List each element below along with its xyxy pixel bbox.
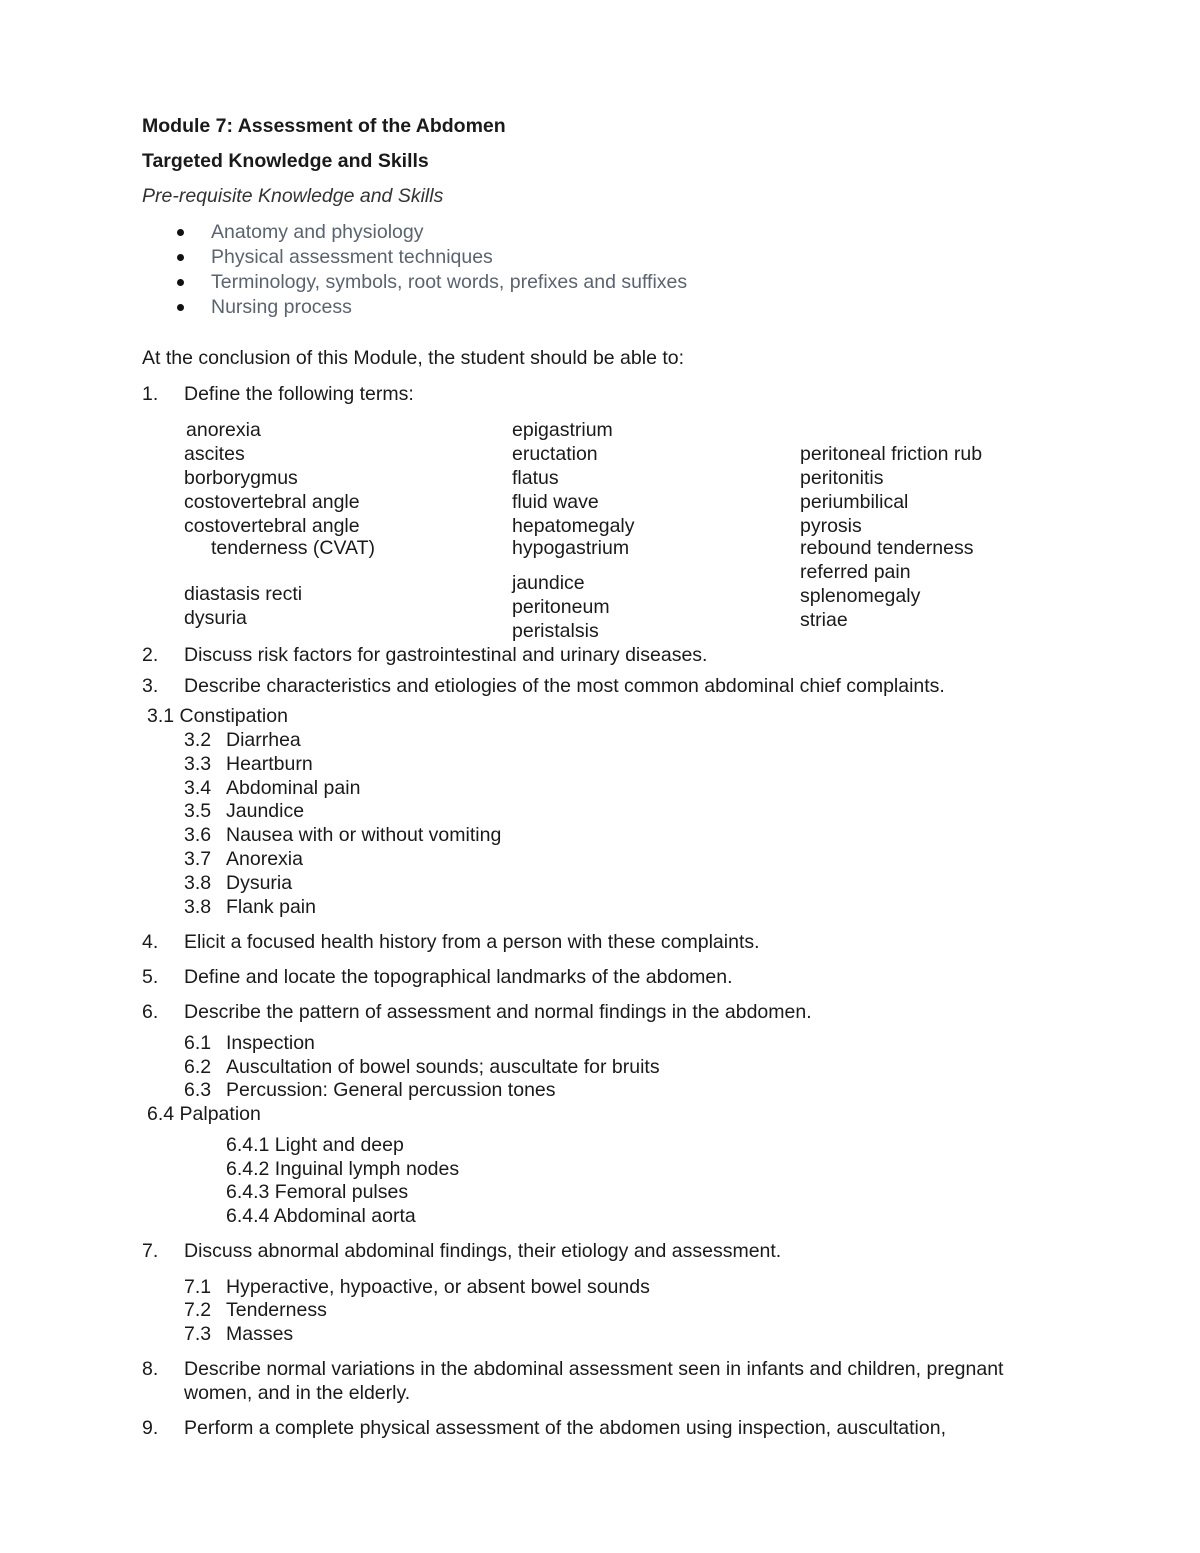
terms-column-1 bbox=[184, 418, 375, 630]
objective-number: 2. bbox=[142, 644, 159, 666]
term: costovertebral angle bbox=[184, 515, 360, 537]
module-title: Module 7: Assessment of the Abdomen bbox=[142, 115, 506, 137]
objective-text: Discuss risk factors for gastrointestinal and urinary diseases. bbox=[184, 644, 708, 666]
term: splenomegaly bbox=[800, 585, 921, 607]
objective-text: Discuss abnormal abdominal findings, their etiology and assessment. bbox=[184, 1240, 782, 1262]
section-subtitle: Targeted Knowledge and Skills bbox=[142, 150, 429, 172]
sub-number: 3.5 bbox=[184, 800, 212, 822]
sub-objective: Diarrhea bbox=[226, 729, 301, 751]
sub-objective: Auscultation of bowel sounds; auscultate for bruits bbox=[226, 1056, 660, 1078]
sub-sub-objective: 6.4.3 Femoral pulses bbox=[226, 1181, 409, 1203]
objective-text: Elicit a focused health history from a person with these complaints. bbox=[184, 931, 760, 953]
prereq-item: Anatomy and physiology bbox=[211, 221, 424, 243]
sub-number: 3.2 bbox=[184, 729, 212, 751]
objective-text: Perform a complete physical assessment of the abdomen using inspection, auscultation, bbox=[184, 1417, 946, 1439]
sub-number: 6.2 bbox=[184, 1056, 212, 1078]
term: epigastrium bbox=[512, 419, 613, 441]
term: hepatomegaly bbox=[512, 515, 635, 537]
objective-number: 1. bbox=[142, 383, 159, 405]
sub-objective: Jaundice bbox=[226, 800, 305, 822]
term: ascites bbox=[184, 443, 245, 465]
bullet-icon bbox=[177, 254, 184, 261]
term: pyrosis bbox=[800, 515, 862, 537]
term: diastasis recti bbox=[184, 583, 303, 605]
sub-objective: Tenderness bbox=[226, 1299, 327, 1321]
term: hypogastrium bbox=[512, 537, 630, 559]
prereq-title: Pre-requisite Knowledge and Skills bbox=[142, 185, 444, 207]
objective-number: 8. bbox=[142, 1358, 159, 1380]
sub-number: 3.7 bbox=[184, 848, 212, 870]
objective-text: Define and locate the topographical landmarks of the abdomen. bbox=[184, 966, 733, 988]
sub-objective: Anorexia bbox=[226, 848, 303, 870]
term: peritoneum bbox=[512, 596, 610, 618]
sub-objective: Dysuria bbox=[226, 872, 293, 894]
term: rebound tenderness bbox=[800, 537, 974, 559]
prereq-item: Nursing process bbox=[211, 296, 352, 318]
term: borborygmus bbox=[184, 467, 298, 489]
term: jaundice bbox=[512, 572, 585, 594]
sub-objective: Percussion: General percussion tones bbox=[226, 1079, 556, 1101]
objective-number: 6. bbox=[142, 1001, 159, 1023]
term: costovertebral angle bbox=[184, 491, 360, 513]
term: dysuria bbox=[184, 607, 247, 629]
sub-objective: Nausea with or without vomiting bbox=[226, 824, 502, 846]
objective-text: Define the following terms: bbox=[184, 383, 414, 405]
objective-text: Describe the pattern of assessment and normal findings in the abdomen. bbox=[184, 1001, 812, 1023]
sub-number: 3.6 bbox=[184, 824, 212, 846]
terms-column-2 bbox=[512, 418, 635, 643]
sub-objective: Masses bbox=[226, 1323, 294, 1345]
prereq-item: Physical assessment techniques bbox=[211, 246, 493, 268]
term: fluid wave bbox=[512, 491, 599, 513]
sub-sub-objective: 6.4.4 Abdominal aorta bbox=[226, 1205, 416, 1227]
sub-number: 3.3 bbox=[184, 753, 212, 775]
sub-sub-objective: 6.4.2 Inguinal lymph nodes bbox=[226, 1158, 460, 1180]
objective-number: 3. bbox=[142, 675, 159, 697]
objective-number: 9. bbox=[142, 1417, 159, 1439]
objective-number: 5. bbox=[142, 966, 159, 988]
sub-number: 3.4 bbox=[184, 777, 212, 799]
bullet-icon bbox=[177, 304, 184, 311]
sub-number: 3.8 bbox=[184, 896, 212, 918]
term: flatus bbox=[512, 467, 559, 489]
sub-number: 7.3 bbox=[184, 1323, 212, 1345]
objective-text: Describe normal variations in the abdominal assessment seen in infants and children, pregnant bbox=[184, 1358, 1004, 1380]
sub-number: 7.1 bbox=[184, 1276, 212, 1298]
sub-sub-objective: 6.4.1 Light and deep bbox=[226, 1134, 404, 1156]
sub-objective: 3.1 Constipation bbox=[147, 705, 288, 727]
sub-objective: 6.4 Palpation bbox=[147, 1103, 261, 1125]
term: peritonitis bbox=[800, 467, 884, 489]
prereq-item: Terminology, symbols, root words, prefixes and suffixes bbox=[211, 271, 688, 293]
term: eructation bbox=[512, 443, 598, 465]
term: peristalsis bbox=[512, 620, 599, 642]
sub-number: 3.8 bbox=[184, 872, 212, 894]
intro-text: At the conclusion of this Module, the student should be able to: bbox=[142, 347, 685, 369]
term: striae bbox=[800, 609, 848, 631]
sub-number: 6.1 bbox=[184, 1032, 212, 1054]
terms-column-3 bbox=[800, 442, 982, 632]
term: referred pain bbox=[800, 561, 911, 583]
term: periumbilical bbox=[800, 491, 909, 513]
sub-objective: Inspection bbox=[226, 1032, 315, 1054]
sub-objective: Flank pain bbox=[226, 896, 316, 918]
term: anorexia bbox=[186, 419, 261, 441]
objective-text-continued: women, and in the elderly. bbox=[184, 1382, 411, 1404]
objective-number: 7. bbox=[142, 1240, 159, 1262]
sub-objective: Heartburn bbox=[226, 753, 313, 775]
bullet-icon bbox=[177, 279, 184, 286]
sub-number: 6.3 bbox=[184, 1079, 212, 1101]
objective-number: 4. bbox=[142, 931, 159, 953]
term: tenderness (CVAT) bbox=[211, 537, 375, 559]
sub-number: 7.2 bbox=[184, 1299, 212, 1321]
sub-objective: Hyperactive, hypoactive, or absent bowel sounds bbox=[226, 1276, 650, 1298]
sub-objective: Abdominal pain bbox=[226, 777, 361, 799]
term: peritoneal friction rub bbox=[800, 443, 983, 465]
bullet-icon bbox=[177, 229, 184, 236]
objective-text: Describe characteristics and etiologies of the most common abdominal chief complaints. bbox=[184, 675, 945, 697]
